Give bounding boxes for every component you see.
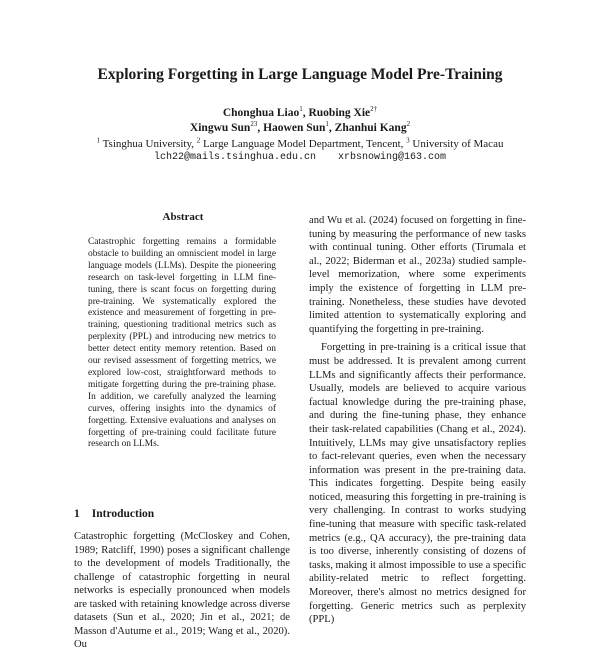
affil-mark: 3 [406,136,410,145]
section-number: 1 [74,508,80,520]
author-name: Xingwu Sun [189,122,251,134]
section-heading [74,508,154,520]
author-affil-mark: 1 [299,105,303,114]
author-name: Ruobing Xie [308,107,371,119]
affiliation: Tsinghua University, [102,138,194,150]
author-affil-mark: 1 [325,120,329,129]
affil-mark: 2 [196,136,201,145]
author-name: Zhanhui Kang [334,122,407,134]
author-affil-mark: 23 [250,120,258,129]
affiliation: University of Macau [412,138,504,150]
author-line: Chonghua Liao$^1$, Ruobing Xie$^{2\dagger}$ [222,105,378,119]
intro-paragraph: Catastrophic forgetting (McCloskey and Cohen, 1989; Ratcliff, 1990) poses a significant challenge to the development of models Traditionally, the challenge of catastrophic forgetting in neural networks is especially pronounced when models are tasked with retaining knowledge across diverse datasets (Sun et al., 2020; Jin et al., 2021; de Masson d'Autume et al., 2019; Wang et al., 2020). Ou [74,531,290,650]
email: lch22@mails.tsinghua.edu.cn [153,152,316,163]
author-affil-mark: 2 [406,120,411,129]
affil-mark: 1 [96,136,101,145]
author-line: Xingwu Sun$^{23}$, Haowen Sun$^1$, Zhanhui Kang$^2$ [189,120,411,134]
author-name: Haowen Sun [263,122,326,134]
body-paragraph: Forgetting in pre-training is a critical issue that must be addressed. It is prevalent among current LLMs and significantly affects their performance. Usually, models are believed to acquire various factual knowledge during the pre-training phase, and during the fine-tuning phase, they enhance their task-related capabilities (Chang et al., 2024). Intuitively, LLMs may give unsatisfactory replies to fact-relevant queries, even when the necessary information was present in the pre-training data. This indicates forgetting. Despite being easily noticed, measuring this forgetting in pre-training is very challenging. In contrast to works studying fine-tuning that measure with specific task-related metrics (e.g., QA accuracy), the pre-training data is too diverse, inherently consisting of dozens of tasks, making it almost impossible to use a specific ability-related metric to reflect forgetting. Moreover, there's almost no metrics designed for forgetting. Generic metrics such as perplexity (PPL) [309,342,526,626]
author-name: Chonghua Liao [222,107,300,119]
author-list [0,106,600,136]
email: xrbsnowing@163.com [338,152,447,163]
affiliation: Large Language Model Department, Tencent, [203,138,404,150]
abstract-heading: Abstract [162,211,204,223]
paper-title: Exploring Forgetting in Large Language Model Pre-Training [97,66,503,83]
author-affil-mark: 2† [370,105,378,114]
section-title: Introduction [91,508,155,520]
abstract-text: Catastrophic forgetting remains a formidable obstacle to building an omniscient model in large language models (LLMs). Despite the pioneering research on task-level forgetting in LLM fine-tuning, there is scant focus on forgetting during pre-training. We systematically explored the existence and measurement of forgetting in pre-training, questioning traditional metrics such as perplexity (PPL) and introducing new metrics to better detect entity memory retention. Based on our revised assessment of forgetting metrics, we explored low-cost, straightforward methods to mitigate forgetting during the pre-training phase. In addition, we carefully analyzed the learning curves, offering insights into the dynamics of forgetting. Extensive evaluations and analyses on forgetting of pre-training could facilitate future research on LLMs. [88,237,276,450]
author-emails [0,151,600,165]
right-column [309,214,526,627]
body-paragraph: and Wu et al. (2024) focused on forgetting in fine-tuning by measuring the performance of new tasks with continual tuning. Other efforts (Tirumala et al., 2022; Biderman et al., 2023a) studied sample-level memorization, where some experiments imply the existence of forgetting in LLM pre-training. Nonetheless, these studies have devoted limited attention to systematically exploring and quantifying the forgetting in pre-training. [309,215,526,335]
affiliations [0,137,600,151]
